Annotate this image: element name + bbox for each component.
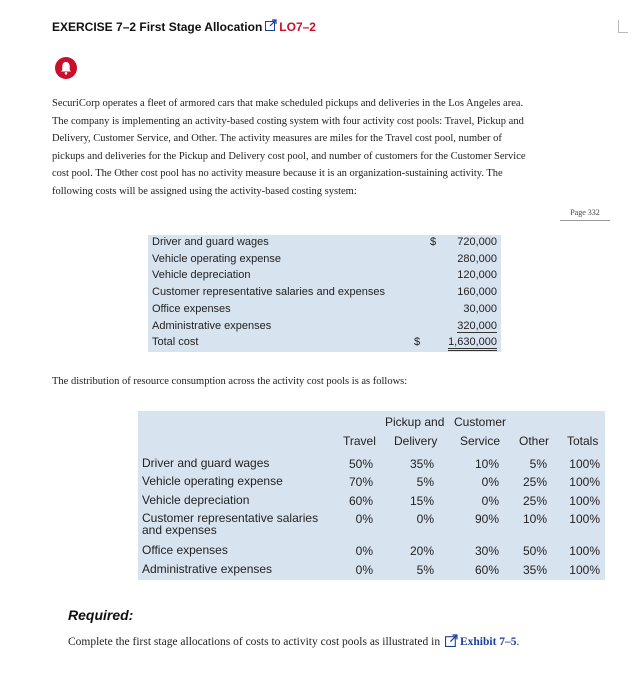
cell-value: 60% xyxy=(348,494,373,508)
cost-amount: 720,000 xyxy=(457,236,497,248)
distribution-intro: The distribution of resource consumption across the activity cost pools is as follows: xyxy=(52,376,408,387)
required-instruction xyxy=(68,634,519,650)
paragraph-line: Delivery, Customer Service, and Other. The activity measures are miles for the Travel cost pool, number of xyxy=(52,133,502,145)
cost-label: Customer representative salaries and expenses xyxy=(152,286,385,299)
cost-label: Vehicle depreciation xyxy=(152,269,251,282)
row-label: Office expenses xyxy=(142,543,228,557)
cell-value: 100% xyxy=(569,494,600,508)
cost-label: Office expenses xyxy=(152,302,231,315)
cell-value: 10% xyxy=(522,512,547,526)
table-row xyxy=(148,235,501,251)
cell-value: 70% xyxy=(348,475,373,489)
cost-label: Driver and guard wages xyxy=(152,236,269,248)
cell-value: 5% xyxy=(529,457,547,471)
cost-amount: 320,000 xyxy=(457,319,497,332)
paragraph-line: pickups and deliveries for the Pickup and Delivery cost pool, and number of customers for the Customer Service xyxy=(52,150,526,162)
period: . xyxy=(516,636,520,648)
row-label-line: and expenses xyxy=(142,523,217,537)
paragraph-line: SecuriCorp operates a fleet of armored cars that make scheduled pickups and deliveries in the Los Angeles area. xyxy=(52,98,524,109)
column-header: Service xyxy=(460,434,501,448)
dollar-sign: $ xyxy=(414,336,421,349)
cost-label: Administrative expenses xyxy=(152,319,272,332)
column-header: Travel xyxy=(343,434,376,448)
page-reference: Page 332 xyxy=(560,204,610,221)
row-label: Administrative expenses xyxy=(142,562,273,576)
cell-value: 35% xyxy=(409,457,434,471)
table-row xyxy=(148,302,501,318)
cost-label: Vehicle operating expense xyxy=(152,252,282,265)
row-label xyxy=(142,512,318,536)
cell-value: 5% xyxy=(416,563,434,577)
cost-label: Total cost xyxy=(152,336,199,349)
cost-amount: 30,000 xyxy=(463,302,497,315)
cost-amount: 120,000 xyxy=(457,269,497,282)
exhibit-link[interactable]: Exhibit 7–5 xyxy=(459,636,517,648)
cell-value: 5% xyxy=(416,475,434,489)
cost-table xyxy=(148,235,501,352)
cost-amount: 280,000 xyxy=(457,252,497,265)
table-row xyxy=(148,335,501,351)
cell-value: 90% xyxy=(474,512,499,526)
cell-value: 25% xyxy=(522,494,547,508)
cell-value: 15% xyxy=(409,494,434,508)
cell-value: 50% xyxy=(348,457,373,471)
column-header: Customer xyxy=(454,415,507,429)
cell-value: 25% xyxy=(522,475,547,489)
row-label: Vehicle depreciation xyxy=(142,493,250,507)
bookmark-icon[interactable] xyxy=(618,20,628,33)
external-link-icon[interactable] xyxy=(445,634,458,650)
paragraph-line: following costs will be assigned using the activity-based costing system: xyxy=(52,185,357,197)
paragraph-line: cost pool. The Other cost pool has no activity measure because it is an organization-sustaining activity. The xyxy=(52,168,503,180)
column-header: Pickup and xyxy=(385,415,445,429)
cost-amount: 160,000 xyxy=(457,286,497,299)
cell-value: 0% xyxy=(355,512,373,526)
alert-bell-icon xyxy=(55,57,77,79)
cell-value: 0% xyxy=(481,494,499,508)
cell-value: 100% xyxy=(569,475,600,489)
instruction-text: Complete the first stage allocations of costs to activity cost pools as illustrated in xyxy=(68,636,441,648)
column-header: Delivery xyxy=(394,434,438,448)
cell-value: 20% xyxy=(409,544,434,558)
distribution-table xyxy=(138,411,605,580)
row-label: Vehicle operating expense xyxy=(142,474,283,488)
cell-value: 0% xyxy=(355,544,373,558)
cell-value: 30% xyxy=(474,544,499,558)
cell-value: 0% xyxy=(355,563,373,577)
cell-value: 10% xyxy=(474,457,499,471)
learning-objective-link[interactable]: LO7–2 xyxy=(279,19,316,34)
cost-amount: 1,630,000 xyxy=(448,336,497,351)
cell-value: 50% xyxy=(522,544,547,558)
exercise-header xyxy=(52,19,316,34)
column-header: Totals xyxy=(567,434,599,448)
cell-value: 100% xyxy=(569,512,600,526)
problem-description xyxy=(52,95,607,201)
table-row xyxy=(148,268,501,284)
table-row xyxy=(148,252,501,268)
cell-value: 0% xyxy=(416,512,434,526)
cell-value: 100% xyxy=(569,544,600,558)
row-label: Driver and guard wages xyxy=(142,456,270,470)
row-label-line: Customer representative salaries xyxy=(142,511,319,525)
table-row xyxy=(148,319,501,335)
column-header: Other xyxy=(519,434,550,448)
dollar-sign: $ xyxy=(430,236,437,248)
table-row xyxy=(148,285,501,301)
exercise-title: EXERCISE 7–2 First Stage Allocation xyxy=(52,19,263,34)
cell-value: 60% xyxy=(474,563,499,577)
cell-value: 100% xyxy=(569,563,600,577)
cell-value: 35% xyxy=(522,563,547,577)
cell-value: 100% xyxy=(569,457,600,471)
cell-value: 0% xyxy=(481,475,499,489)
required-heading: Required: xyxy=(68,607,134,623)
paragraph-line: The company is implementing an activity-based costing system with four activity cost pools: Travel, Pickup and xyxy=(52,115,524,127)
external-link-icon[interactable] xyxy=(265,19,277,34)
